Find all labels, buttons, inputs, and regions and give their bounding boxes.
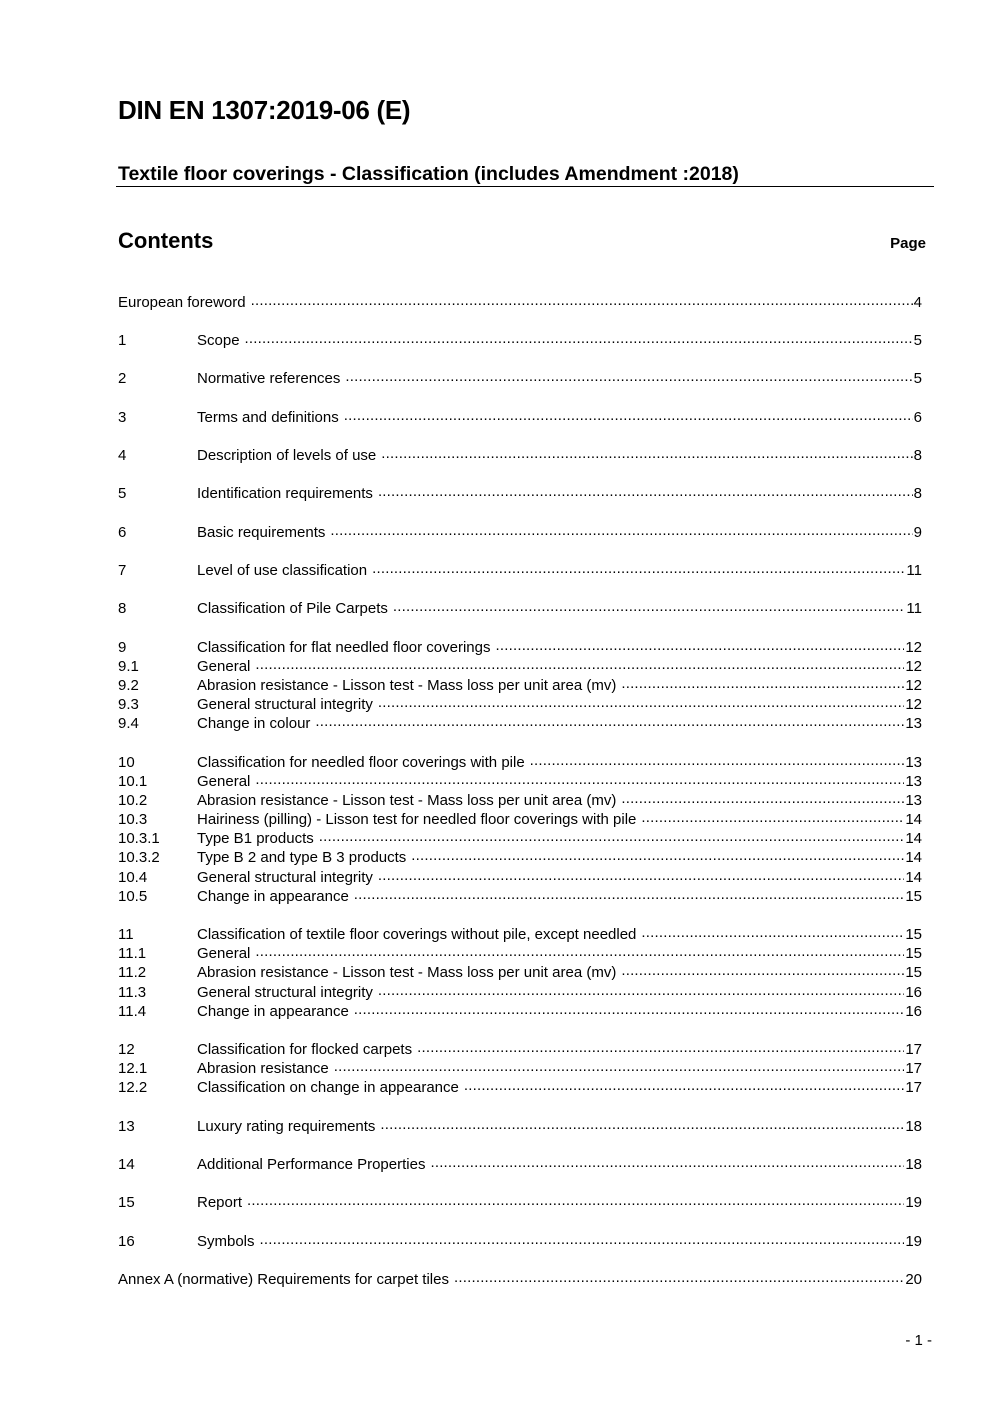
toc-entry-number: 11.2 [118,964,147,981]
toc-dot-leader [255,771,904,786]
toc-entry-page: 17 [905,1079,922,1096]
toc-entry-title: Report [197,1194,243,1211]
toc-entry-page: 18 [905,1156,922,1173]
toc-entry[interactable] [118,1116,922,1135]
title-divider [116,186,934,187]
toc-dot-leader [344,407,913,422]
toc-entry-page: 5 [913,332,922,349]
toc-entry-page: 14 [905,849,922,866]
toc-entry[interactable] [118,1231,922,1250]
toc-entry[interactable] [118,598,922,617]
toc-entry-title: Basic requirements [197,524,326,541]
toc-entry-title: Abrasion resistance - Lisson test - Mass loss per unit area (mv) [197,677,617,694]
toc-entry-title: European foreword [118,294,246,311]
toc-entry-number: 10.4 [118,869,148,886]
toc-entry-title: General structural integrity [197,869,373,886]
toc-entry-page: 14 [905,869,922,886]
toc-entry-number: 10 [118,754,135,771]
toc-entry[interactable] [118,752,922,771]
toc-entry-number: 10.3.2 [118,849,160,866]
toc-dot-leader [315,713,904,728]
toc-entry-number: 9.1 [118,658,139,675]
toc-dot-leader [378,694,904,709]
toc-entry-title: Classification on change in appearance [197,1079,459,1096]
toc-entry-page: 20 [905,1271,922,1288]
toc-dot-leader [245,330,913,345]
toc-dot-leader [621,962,904,977]
toc-entry-title: Identification requirements [197,485,373,502]
toc-entry-number: 12 [118,1041,135,1058]
contents-heading: Contents [118,228,214,253]
document-id: DIN EN 1307:2019-06 (E) [118,95,411,125]
toc-entry-number: 10.1 [118,773,148,790]
toc-entry[interactable] [118,962,922,981]
toc-dot-leader [380,1116,904,1131]
toc-entry-number: 11 [118,926,134,943]
toc-entry-page: 18 [905,1118,922,1135]
toc-dot-leader [372,560,905,575]
toc-entry-page: 13 [905,715,922,732]
toc-dot-leader [393,598,906,613]
toc-dot-leader [417,1039,904,1054]
toc-entry-page: 11 [906,600,922,617]
toc-dot-leader [255,943,904,958]
toc-entry-title: Change in appearance [197,1003,349,1020]
toc-entry-title: Classification of Pile Carpets [197,600,388,617]
toc-entry-number: 1 [118,332,127,349]
toc-entry[interactable] [118,1077,922,1096]
document-title: Textile floor coverings - Classification (includes Amendment :2018) [118,163,739,185]
toc-entry-title: General structural integrity [197,696,373,713]
toc-dot-leader [260,1231,905,1246]
toc-entry-title: Classification for flat needled floor coverings [197,639,491,656]
toc-dot-leader [319,828,905,843]
toc-dot-leader [247,1192,904,1207]
toc-entry-number: 10.2 [118,792,148,809]
toc-entry-title: Type B 2 and type B 3 products [197,849,407,866]
toc-entry-title: Abrasion resistance - Lisson test - Mass loss per unit area (mv) [197,792,617,809]
toc-entry-number: 15 [118,1194,135,1211]
toc-entry-number: 7 [118,562,127,579]
toc-dot-leader [354,1001,905,1016]
toc-dot-leader [411,847,904,862]
toc-entry[interactable] [118,809,922,828]
toc-entry[interactable] [118,445,922,464]
toc-entry-number: 9 [118,639,127,656]
toc-entry-number: 9.4 [118,715,139,732]
toc-entry-number: 10.3 [118,811,148,828]
toc-entry[interactable] [118,847,922,866]
toc-entry-number: 5 [118,485,127,502]
toc-entry-page: 5 [913,370,922,387]
toc-entry[interactable] [118,982,922,1001]
toc-entry-page: 16 [905,984,922,1001]
toc-dot-leader [381,445,912,460]
toc-entry-number: 16 [118,1233,135,1250]
toc-entry-page: 13 [905,792,922,809]
toc-entry[interactable] [118,1154,922,1173]
toc-entry-number: 8 [118,600,127,617]
toc-entry-number: 2 [118,370,127,387]
toc-dot-leader [430,1154,904,1169]
toc-dot-leader [345,368,912,383]
toc-entry-number: 3 [118,409,127,426]
toc-dot-leader [378,483,913,498]
toc-entry[interactable] [118,292,922,311]
toc-entry-page: 4 [913,294,922,311]
toc-dot-leader [255,656,904,671]
toc-entry[interactable] [118,694,922,713]
toc-dot-leader [251,292,913,307]
toc-entry[interactable] [118,1058,922,1077]
toc-entry[interactable] [118,656,922,675]
toc-entry-page: 15 [905,945,922,962]
toc-entry-number: 12.1 [118,1060,148,1077]
toc-entry-title: Additional Performance Properties [197,1156,426,1173]
toc-entry-title: Classification of textile floor coverings without pile, except needled [197,926,637,943]
toc-entry[interactable] [118,560,922,579]
toc-entry[interactable] [118,368,922,387]
toc-entry-title: Scope [197,332,240,349]
toc-entry-title: Symbols [197,1233,255,1250]
toc-entry-page: 13 [905,754,922,771]
toc-entry-page: 11 [906,562,922,579]
toc-dot-leader [334,1058,905,1073]
toc-entry-number: 9.2 [118,677,139,694]
toc-dot-leader [354,886,905,901]
toc-entry-title: Classification for flocked carpets [197,1041,413,1058]
toc-entry-title: General [197,773,251,790]
toc-entry-page: 8 [913,447,922,464]
toc-entry-page: 12 [905,639,922,656]
toc-dot-leader [495,637,904,652]
toc-entry-number: 6 [118,524,127,541]
toc-entry[interactable] [118,790,922,809]
toc-entry[interactable] [118,828,922,847]
toc-entry-number: 11.4 [118,1003,147,1020]
toc-dot-leader [621,675,904,690]
toc-entry-page: 14 [905,830,922,847]
toc-entry[interactable] [118,1269,922,1288]
toc-entry[interactable] [118,407,922,426]
toc-entry-page: 16 [905,1003,922,1020]
toc-dot-leader [641,809,904,824]
toc-entry-title: Normative references [197,370,341,387]
toc-entry-page: 13 [905,773,922,790]
toc-entry-title: Change in colour [197,715,311,732]
toc-entry-title: Terms and definitions [197,409,339,426]
toc-entry-page: 19 [905,1233,922,1250]
toc-dot-leader [378,982,904,997]
toc-entry-page: 12 [905,658,922,675]
toc-entry-title: Description of levels of use [197,447,377,464]
toc-entry[interactable] [118,637,922,656]
toc-entry-title: General [197,945,251,962]
toc-entry-number: 12.2 [118,1079,148,1096]
toc-dot-leader [454,1269,904,1284]
toc-entry-page: 12 [905,677,922,694]
toc-entry-title: Type B1 products [197,830,314,847]
toc-entry-page: 19 [905,1194,922,1211]
toc-entry-page: 15 [905,926,922,943]
toc-entry-page: 17 [905,1041,922,1058]
toc-entry-title: General structural integrity [197,984,373,1001]
toc-entry[interactable] [118,330,922,349]
toc-dot-leader [464,1077,904,1092]
toc-entry[interactable] [118,1001,922,1020]
toc-entry[interactable] [118,1192,922,1211]
toc-entry-number: 13 [118,1118,135,1135]
toc-dot-leader [378,867,904,882]
toc-entry[interactable] [118,771,922,790]
toc-entry-page: 12 [905,696,922,713]
toc-entry[interactable] [118,943,922,962]
toc-dot-leader [621,790,904,805]
toc-entry-number: 4 [118,447,127,464]
toc-entry[interactable] [118,886,922,905]
toc-entry-title: General [197,658,251,675]
toc-dot-leader [330,522,912,537]
toc-entry[interactable] [118,713,922,732]
toc-entry-page: 8 [913,485,922,502]
toc-dot-leader [641,924,904,939]
toc-entry-number: 14 [118,1156,135,1173]
toc-entry-title: Annex A (normative) Requirements for carpet tiles [118,1271,449,1288]
toc-entry-number: 11.1 [118,945,147,962]
toc-entry-page: 15 [905,964,922,981]
toc-entry-page: 15 [905,888,922,905]
toc-entry[interactable] [118,924,922,943]
toc-entry[interactable] [118,522,922,541]
page-column-heading: Page [890,235,926,252]
toc-entry-title: Abrasion resistance - Lisson test - Mass loss per unit area (mv) [197,964,617,981]
toc-entry-page: 14 [905,811,922,828]
toc-entry-number: 10.3.1 [118,830,160,847]
toc-entry-title: Abrasion resistance [197,1060,329,1077]
toc-entry-number: 11.3 [118,984,147,1001]
toc-entry-title: Luxury rating requirements [197,1118,376,1135]
toc-entry-page: 9 [913,524,922,541]
toc-entry-title: Classification for needled floor coverings with pile [197,754,525,771]
toc-entry-title: Hairiness (pilling) - Lisson test for needled floor coverings with pile [197,811,637,828]
toc-entry-number: 10.5 [118,888,148,905]
toc-entry[interactable] [118,867,922,886]
footer-page-number: - 1 - [905,1332,932,1349]
toc-dot-leader [530,752,905,767]
toc-entry[interactable] [118,483,922,502]
toc-entry-page: 17 [905,1060,922,1077]
toc-entry-title: Level of use classification [197,562,368,579]
toc-entry-page: 6 [913,409,922,426]
toc-entry-title: Change in appearance [197,888,349,905]
toc-entry-number: 9.3 [118,696,139,713]
toc-entry[interactable] [118,1039,922,1058]
toc-entry[interactable] [118,675,922,694]
